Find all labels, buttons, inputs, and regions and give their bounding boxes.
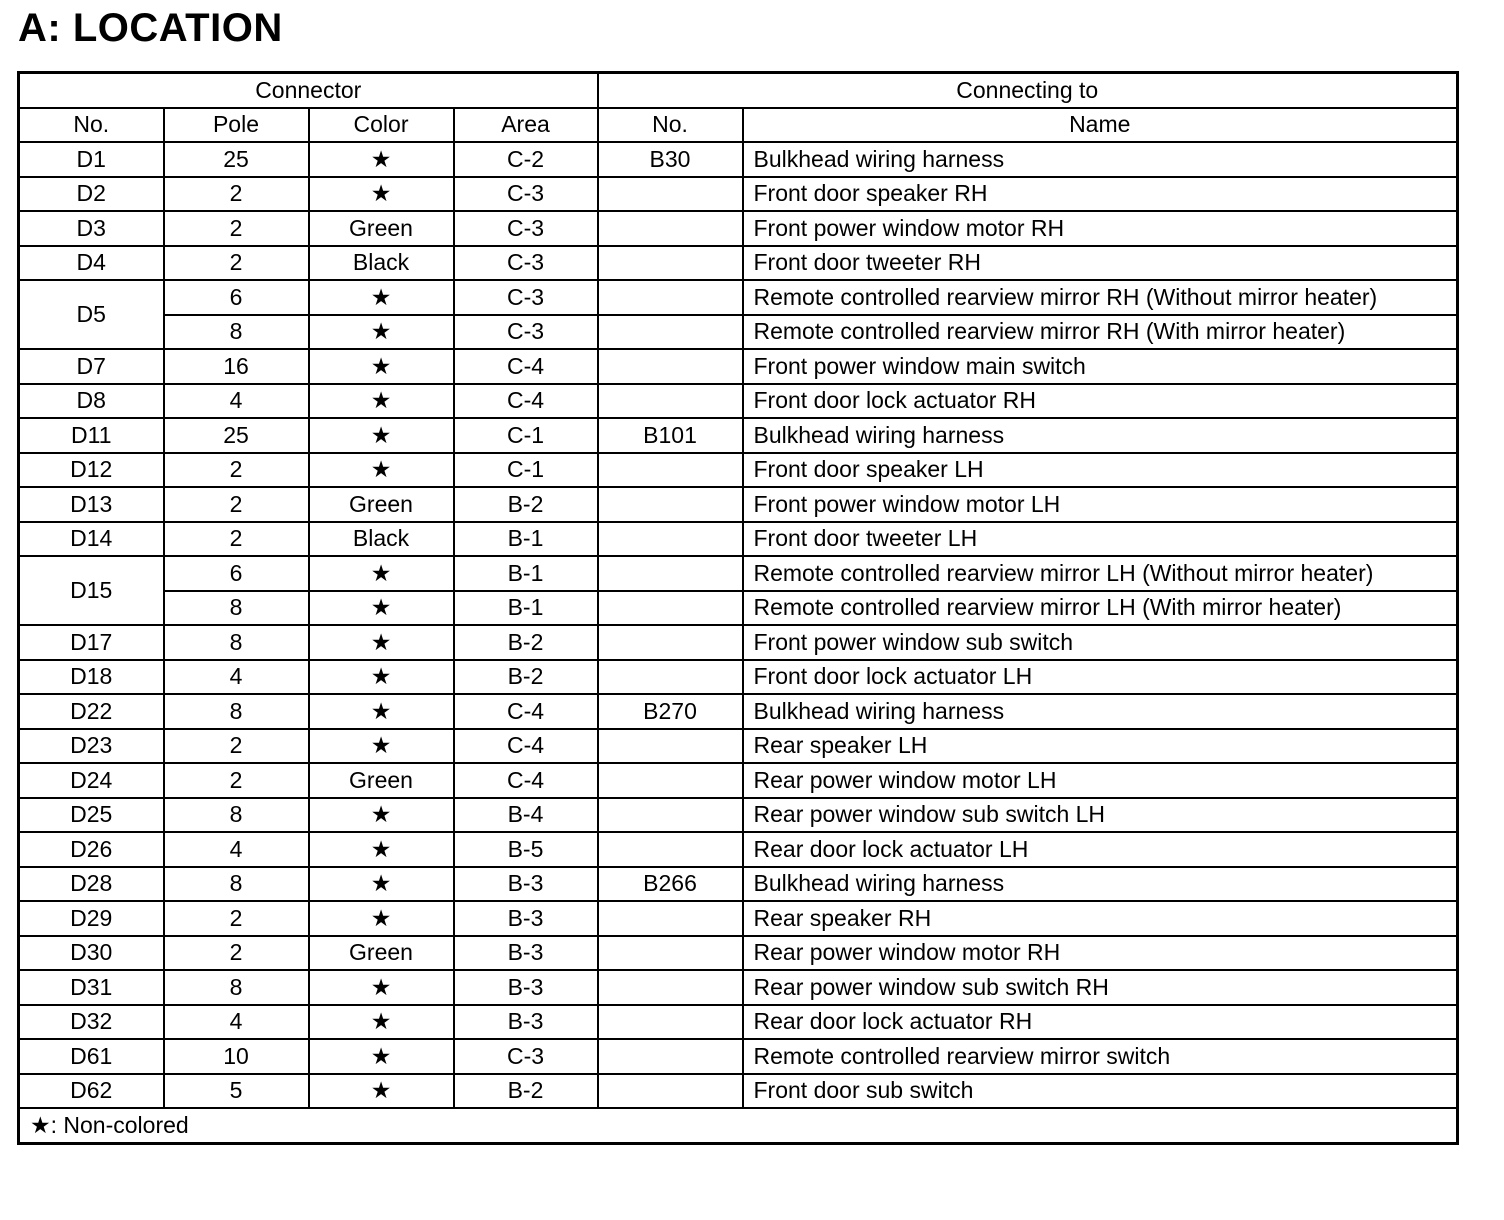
connector-no-cell: D11 <box>19 418 164 453</box>
connector-no-cell: D1 <box>19 142 164 177</box>
connector-no-cell: D24 <box>19 763 164 798</box>
connector-no-cell: D2 <box>19 177 164 212</box>
name-cell: Front door speaker LH <box>743 453 1458 488</box>
pole-cell: 4 <box>164 660 309 695</box>
pole-cell: 4 <box>164 384 309 419</box>
color-cell: ★ <box>309 177 454 212</box>
name-cell: Rear door lock actuator LH <box>743 832 1458 867</box>
area-cell: C-1 <box>454 453 598 488</box>
name-cell: Front power window motor LH <box>743 487 1458 522</box>
name-cell: Front power window main switch <box>743 349 1458 384</box>
color-cell: ★ <box>309 556 454 591</box>
area-cell: B-1 <box>454 522 598 557</box>
pole-cell: 16 <box>164 349 309 384</box>
name-cell: Front door tweeter RH <box>743 246 1458 281</box>
name-cell: Front door lock actuator LH <box>743 660 1458 695</box>
color-cell: ★ <box>309 453 454 488</box>
connecting-no-cell <box>598 177 743 212</box>
pole-cell: 8 <box>164 591 309 626</box>
area-cell: C-1 <box>454 418 598 453</box>
connector-no-cell: D26 <box>19 832 164 867</box>
color-cell: ★ <box>309 625 454 660</box>
connecting-no-cell: B270 <box>598 694 743 729</box>
area-cell: C-3 <box>454 1039 598 1074</box>
color-cell: ★ <box>309 1074 454 1109</box>
color-cell: Black <box>309 522 454 557</box>
connector-no-cell: D30 <box>19 936 164 971</box>
color-cell: ★ <box>309 867 454 902</box>
name-cell: Front door sub switch <box>743 1074 1458 1109</box>
table-row <box>19 349 1458 384</box>
area-cell: C-3 <box>454 246 598 281</box>
area-cell: B-1 <box>454 591 598 626</box>
connector-no-cell: D25 <box>19 798 164 833</box>
area-cell: B-2 <box>454 487 598 522</box>
table-row <box>19 625 1458 660</box>
location-table <box>17 71 1459 1145</box>
connecting-no-cell <box>598 1005 743 1040</box>
footnote-row <box>19 1108 1458 1144</box>
pole-cell: 25 <box>164 418 309 453</box>
name-cell: Front power window motor RH <box>743 211 1458 246</box>
connector-no-cell: D3 <box>19 211 164 246</box>
table-row <box>19 763 1458 798</box>
connecting-no-cell <box>598 936 743 971</box>
connecting-no-cell <box>598 1039 743 1074</box>
color-column-header: Color <box>309 108 454 143</box>
footnote: ★: Non-colored <box>19 1108 1458 1144</box>
table-row <box>19 832 1458 867</box>
area-cell: C-4 <box>454 729 598 764</box>
connector-no-cell: D22 <box>19 694 164 729</box>
color-cell: ★ <box>309 798 454 833</box>
group-header-row <box>19 73 1458 108</box>
pole-cell: 5 <box>164 1074 309 1109</box>
pole-cell: 2 <box>164 936 309 971</box>
pole-cell: 4 <box>164 832 309 867</box>
connecting-no-cell <box>598 522 743 557</box>
pole-cell: 4 <box>164 1005 309 1040</box>
connector-no-cell: D15 <box>19 556 164 625</box>
area-column-header: Area <box>454 108 598 143</box>
table-row <box>19 453 1458 488</box>
table-row <box>19 280 1458 315</box>
name-cell: Bulkhead wiring harness <box>743 142 1458 177</box>
table-row <box>19 591 1458 626</box>
connecting-no-column-header: No. <box>598 108 743 143</box>
name-cell: Front power window sub switch <box>743 625 1458 660</box>
table-row <box>19 936 1458 971</box>
name-cell: Remote controlled rearview mirror RH (With mirror heater) <box>743 315 1458 350</box>
connector-no-cell: D4 <box>19 246 164 281</box>
area-cell: C-4 <box>454 349 598 384</box>
no-column-header: No. <box>19 108 164 143</box>
column-header-row <box>19 108 1458 143</box>
connector-no-cell: D18 <box>19 660 164 695</box>
area-cell: B-2 <box>454 625 598 660</box>
pole-cell: 8 <box>164 970 309 1005</box>
area-cell: C-4 <box>454 763 598 798</box>
area-cell: C-2 <box>454 142 598 177</box>
connecting-no-cell <box>598 591 743 626</box>
color-cell: ★ <box>309 832 454 867</box>
color-cell: ★ <box>309 142 454 177</box>
name-cell: Rear power window motor LH <box>743 763 1458 798</box>
connector-no-cell: D17 <box>19 625 164 660</box>
connecting-no-cell <box>598 901 743 936</box>
color-cell: Green <box>309 763 454 798</box>
area-cell: B-1 <box>454 556 598 591</box>
color-cell: ★ <box>309 970 454 1005</box>
name-cell: Front door lock actuator RH <box>743 384 1458 419</box>
connecting-no-cell <box>598 660 743 695</box>
name-cell: Rear power window motor RH <box>743 936 1458 971</box>
name-cell: Bulkhead wiring harness <box>743 867 1458 902</box>
area-cell: B-2 <box>454 1074 598 1109</box>
connector-no-cell: D13 <box>19 487 164 522</box>
pole-column-header: Pole <box>164 108 309 143</box>
connecting-no-cell <box>598 763 743 798</box>
color-cell: ★ <box>309 591 454 626</box>
name-cell: Remote controlled rearview mirror switch <box>743 1039 1458 1074</box>
area-cell: C-3 <box>454 211 598 246</box>
pole-cell: 6 <box>164 556 309 591</box>
color-cell: ★ <box>309 280 454 315</box>
table-row <box>19 315 1458 350</box>
connector-no-cell: D5 <box>19 280 164 349</box>
color-cell: ★ <box>309 901 454 936</box>
name-cell: Remote controlled rearview mirror RH (Without mirror heater) <box>743 280 1458 315</box>
name-cell: Remote controlled rearview mirror LH (Without mirror heater) <box>743 556 1458 591</box>
connecting-no-cell: B266 <box>598 867 743 902</box>
connecting-no-cell <box>598 246 743 281</box>
color-cell: ★ <box>309 660 454 695</box>
color-cell: ★ <box>309 315 454 350</box>
area-cell: B-3 <box>454 901 598 936</box>
table-row <box>19 384 1458 419</box>
area-cell: C-3 <box>454 280 598 315</box>
connector-no-cell: D7 <box>19 349 164 384</box>
connector-no-cell: D12 <box>19 453 164 488</box>
name-cell: Front door speaker RH <box>743 177 1458 212</box>
pole-cell: 2 <box>164 522 309 557</box>
name-cell: Rear power window sub switch RH <box>743 970 1458 1005</box>
connecting-no-cell <box>598 832 743 867</box>
area-cell: C-4 <box>454 694 598 729</box>
table-row <box>19 1074 1458 1109</box>
name-cell: Rear power window sub switch LH <box>743 798 1458 833</box>
pole-cell: 2 <box>164 901 309 936</box>
table-row <box>19 660 1458 695</box>
connector-no-cell: D31 <box>19 970 164 1005</box>
name-cell: Rear speaker LH <box>743 729 1458 764</box>
area-cell: B-3 <box>454 1005 598 1040</box>
table-row <box>19 867 1458 902</box>
table-row <box>19 142 1458 177</box>
connecting-no-cell <box>598 211 743 246</box>
area-cell: B-2 <box>454 660 598 695</box>
connector-no-cell: D8 <box>19 384 164 419</box>
color-cell: Green <box>309 936 454 971</box>
table-row <box>19 970 1458 1005</box>
connector-no-cell: D61 <box>19 1039 164 1074</box>
connecting-no-cell <box>598 970 743 1005</box>
name-cell: Bulkhead wiring harness <box>743 418 1458 453</box>
pole-cell: 2 <box>164 763 309 798</box>
pole-cell: 6 <box>164 280 309 315</box>
pole-cell: 8 <box>164 625 309 660</box>
area-cell: C-4 <box>454 384 598 419</box>
connector-no-cell: D32 <box>19 1005 164 1040</box>
area-cell: B-3 <box>454 867 598 902</box>
connecting-no-cell <box>598 315 743 350</box>
name-cell: Rear door lock actuator RH <box>743 1005 1458 1040</box>
table-row <box>19 177 1458 212</box>
color-cell: ★ <box>309 694 454 729</box>
pole-cell: 25 <box>164 142 309 177</box>
connector-no-cell: D23 <box>19 729 164 764</box>
page-title: A: LOCATION <box>18 6 283 50</box>
connector-no-cell: D14 <box>19 522 164 557</box>
pole-cell: 8 <box>164 315 309 350</box>
area-cell: C-3 <box>454 315 598 350</box>
connecting-no-cell <box>598 384 743 419</box>
table-row <box>19 1005 1458 1040</box>
pole-cell: 8 <box>164 694 309 729</box>
table-row <box>19 798 1458 833</box>
connecting-to-group-header: Connecting to <box>598 73 1458 108</box>
connecting-no-cell <box>598 798 743 833</box>
table-row <box>19 1039 1458 1074</box>
table-row <box>19 211 1458 246</box>
name-cell: Front door tweeter LH <box>743 522 1458 557</box>
connecting-no-cell <box>598 280 743 315</box>
pole-cell: 2 <box>164 487 309 522</box>
connecting-no-cell <box>598 487 743 522</box>
area-cell: B-3 <box>454 970 598 1005</box>
pole-cell: 2 <box>164 453 309 488</box>
area-cell: B-4 <box>454 798 598 833</box>
connecting-no-cell: B30 <box>598 142 743 177</box>
color-cell: ★ <box>309 418 454 453</box>
table-row <box>19 694 1458 729</box>
pole-cell: 2 <box>164 729 309 764</box>
pole-cell: 2 <box>164 177 309 212</box>
table-row <box>19 487 1458 522</box>
table-body <box>19 142 1458 1108</box>
pole-cell: 2 <box>164 211 309 246</box>
pole-cell: 2 <box>164 246 309 281</box>
name-column-header: Name <box>743 108 1458 143</box>
color-cell: ★ <box>309 729 454 764</box>
color-cell: ★ <box>309 1039 454 1074</box>
table-row <box>19 418 1458 453</box>
area-cell: B-5 <box>454 832 598 867</box>
pole-cell: 8 <box>164 867 309 902</box>
pole-cell: 10 <box>164 1039 309 1074</box>
connecting-no-cell: B101 <box>598 418 743 453</box>
color-cell: ★ <box>309 1005 454 1040</box>
connecting-no-cell <box>598 729 743 764</box>
connecting-no-cell <box>598 1074 743 1109</box>
name-cell: Rear speaker RH <box>743 901 1458 936</box>
name-cell: Bulkhead wiring harness <box>743 694 1458 729</box>
connector-no-cell: D29 <box>19 901 164 936</box>
table-row <box>19 522 1458 557</box>
connector-no-cell: D28 <box>19 867 164 902</box>
table-row <box>19 729 1458 764</box>
connector-no-cell: D62 <box>19 1074 164 1109</box>
connecting-no-cell <box>598 625 743 660</box>
connecting-no-cell <box>598 453 743 488</box>
area-cell: B-3 <box>454 936 598 971</box>
color-cell: Green <box>309 211 454 246</box>
pole-cell: 8 <box>164 798 309 833</box>
color-cell: Black <box>309 246 454 281</box>
color-cell: Green <box>309 487 454 522</box>
table-row <box>19 556 1458 591</box>
table-row <box>19 246 1458 281</box>
connector-group-header: Connector <box>19 73 598 108</box>
area-cell: C-3 <box>454 177 598 212</box>
connecting-no-cell <box>598 349 743 384</box>
color-cell: ★ <box>309 384 454 419</box>
color-cell: ★ <box>309 349 454 384</box>
table-row <box>19 901 1458 936</box>
name-cell: Remote controlled rearview mirror LH (With mirror heater) <box>743 591 1458 626</box>
connecting-no-cell <box>598 556 743 591</box>
